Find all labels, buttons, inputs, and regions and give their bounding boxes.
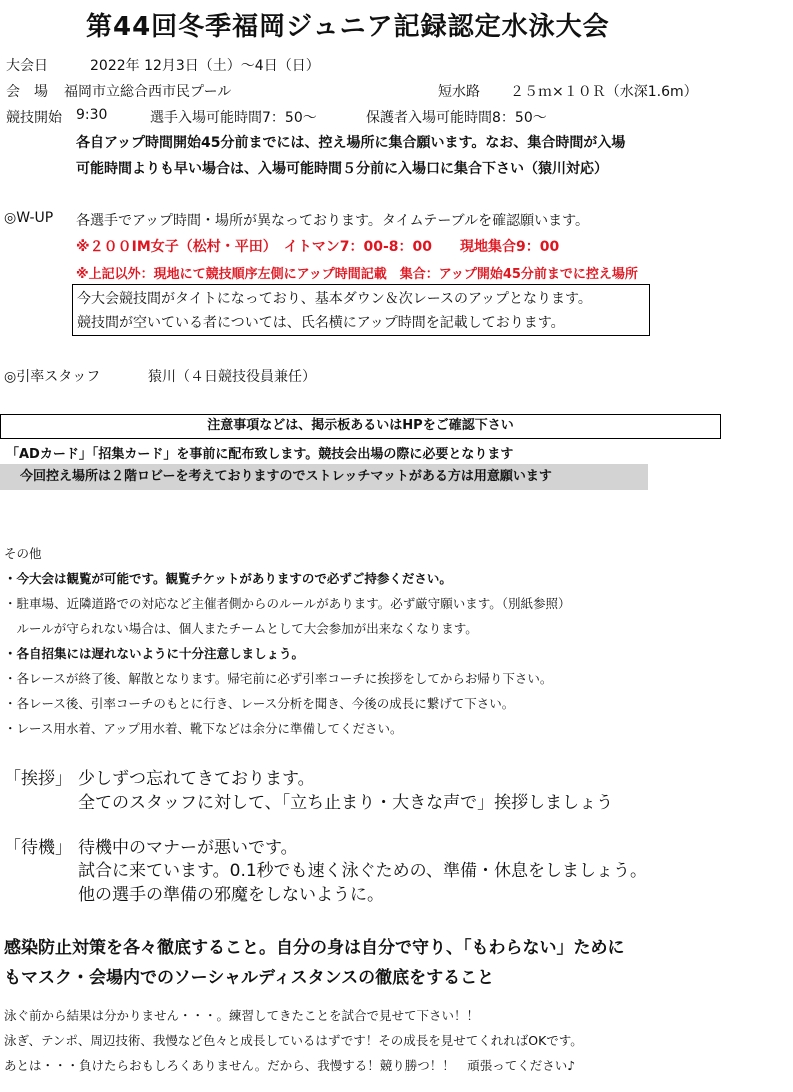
wup-red-note-1: ※２００IM女子（松村・平田） イトマン7：00-8：00 現地集合9：00 — [76, 239, 560, 255]
cards-notice: 「ADカード」「招集カード」を事前に配布致します。競技会出場の際に必要となります — [6, 447, 514, 462]
greeting-line2: 全てのスタッフに対して、「立ち止まり・大きな声で」挨拶しましょう — [78, 793, 614, 813]
others-item-5: ・各レースが終了後、解散となります。帰宅前に必ず引率コーチに挨拶をしてからお帰り下さい。 — [4, 671, 553, 686]
waiting-line2: 試合に来ています。0.1秒でも速く泳ぐための、準備・休息をしましょう。 — [78, 861, 647, 881]
greeting-line1: 少しずつ忘れてきております。 — [78, 769, 315, 789]
assembly-note-line2: 可能時間よりも早い場合は、入場可能時間５分前に入場口に集合下さい（猿川対応） — [76, 161, 608, 177]
wup-red-note-2: ※上記以外：現地にて競技順序左側にアップ時間記載 集合：アップ開始45分前までに控え場所 — [76, 267, 638, 282]
wup-box-line2: 競技間が空いている者については、氏名横にアップ時間を記載しております。 — [77, 315, 565, 331]
staff-value: 猿川（４日競技役員兼任） — [148, 369, 316, 385]
page-title: 第44回冬季福岡ジュニア記録認定水泳大会 — [86, 12, 610, 42]
others-item-7: ・レース用水着、アップ用水着、靴下などは余分に準備してください。 — [4, 721, 403, 736]
wup-box-line1: 今大会競技間がタイトになっており、基本ダウン＆次レースのアップとなります。 — [77, 291, 592, 307]
others-heading: その他 — [4, 546, 42, 561]
board-notice: 注意事項などは、掲示板あるいはHPをご確認下さい — [0, 414, 721, 439]
date-value: 2022年 12月3日（土）～4日（日） — [90, 58, 320, 74]
others-item-2: ・駐車場、近隣道路での対応など主催者側からのルールがあります。必ず厳守願います。（別紙参照） — [4, 596, 571, 611]
athlete-entry-time: 選手入場可能時間7：50～ — [150, 110, 317, 126]
venue-label: 会 場 — [6, 84, 48, 100]
others-item-6: ・各レース後、引率コーチのもとに行き、レース分析を聞き、今後の成長に繋げて下さい。 — [4, 696, 515, 711]
waiting-label: 「待機」 — [4, 838, 72, 858]
wup-text: 各選手でアップ時間・場所が異なっております。タイムテーブルを確認願います。 — [76, 213, 589, 229]
others-item-4: ・各自招集には遅れないように十分注意しましょう。 — [4, 646, 305, 661]
date-label: 大会日 — [6, 58, 48, 74]
closing-line2: 泳ぎ、テンポ、周辺技術、我慢など色々と成長しているはずです！その成長を見せてくれればOKです。 — [4, 1033, 583, 1048]
assembly-note-line1: 各自アップ時間開始45分前までには、控え場所に集合願います。なお、集合時間が入場 — [76, 135, 626, 151]
start-label: 競技開始 — [6, 110, 62, 126]
stretch-mat-notice: 今回控え場所は２階ロビーを考えておりますのでストレッチマットがある方は用意願います — [0, 464, 648, 490]
wup-notice-box — [72, 284, 650, 336]
wup-label: ◎W-UP — [4, 210, 54, 226]
pool-value: ２５ｍ×１０Ｒ（水深1.6m） — [510, 84, 698, 100]
venue-value: 福岡市立総合西市民プール — [64, 84, 232, 100]
guardian-entry-time: 保護者入場可能時間8：50～ — [366, 110, 547, 126]
closing-line1: 泳ぐ前から結果は分かりません・・・。練習してきたことを試合で見せて下さい！！ — [4, 1008, 480, 1023]
others-item-3: ルールが守られない場合は、個人またチームとして大会参加が出来なくなります。 — [4, 621, 478, 636]
pool-label: 短水路 — [438, 84, 480, 100]
waiting-line3: 他の選手の準備の邪魔をしないように。 — [78, 885, 384, 905]
infection-line2: もマスク・会場内でのソーシャルディスタンスの徹底をすること — [4, 968, 495, 988]
others-item-1: ・今大会は観覧が可能です。観覧チケットがありますので必ずご持参ください。 — [4, 571, 452, 586]
start-time: 9:30 — [76, 107, 108, 123]
infection-line1: 感染防止対策を各々徹底すること。自分の身は自分で守り、「もわらない」ために — [4, 938, 625, 958]
staff-label: ◎引率スタッフ — [4, 369, 101, 385]
greeting-label: 「挨拶」 — [4, 769, 72, 789]
waiting-line1: 待機中のマナーが悪いです。 — [78, 838, 298, 858]
closing-line3: あとは・・・負けたらおもしろくありません。だから、我慢する！競り勝つ！！ 頑張ってください♪ — [4, 1058, 576, 1073]
